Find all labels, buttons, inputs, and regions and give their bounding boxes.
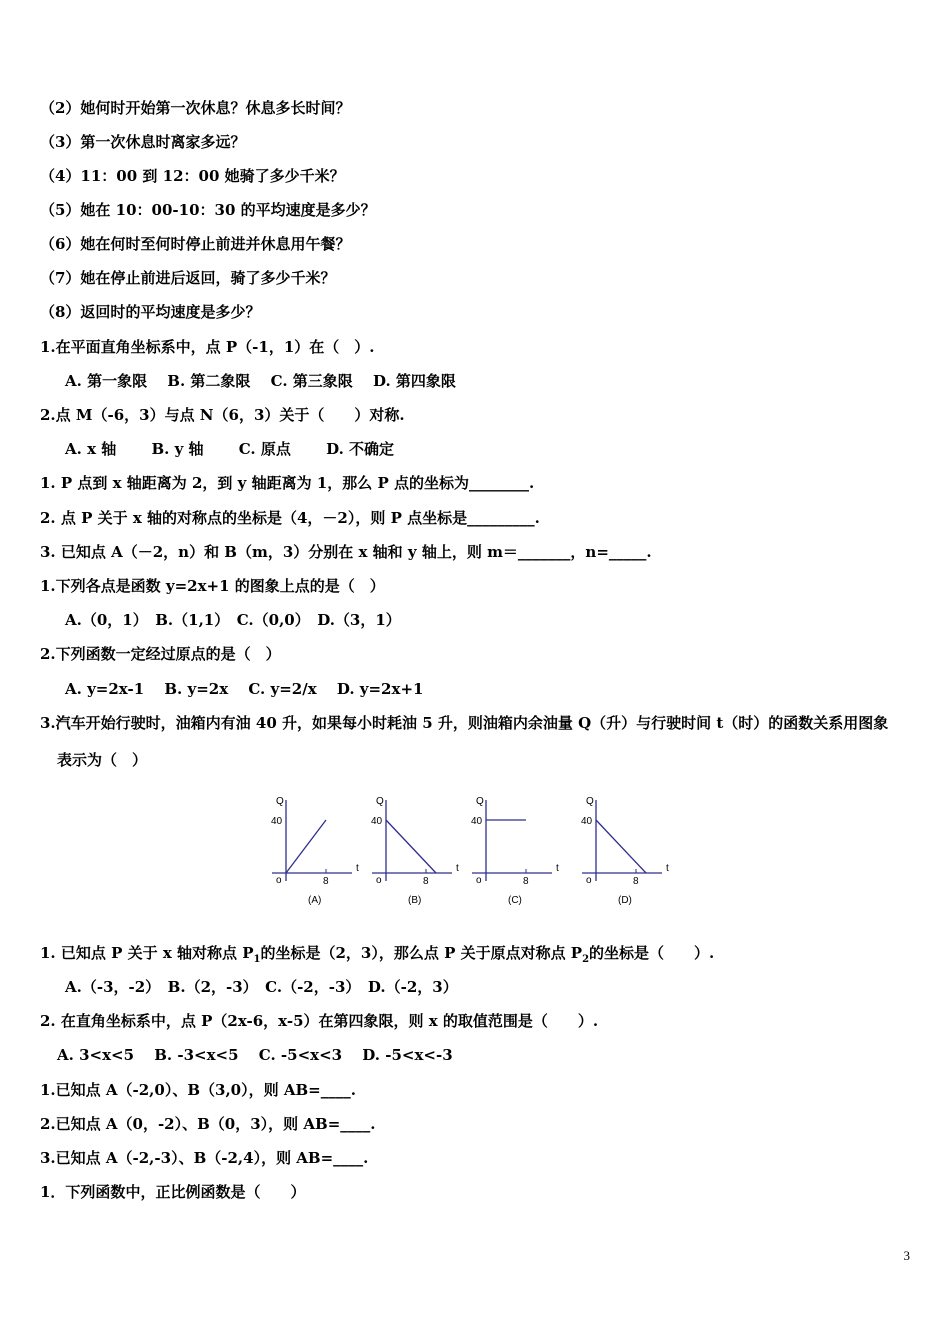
text-line: 2.下列函数一定经过原点的是（ ） xyxy=(40,645,281,663)
x-axis-label: t xyxy=(356,863,359,874)
text-line: 1.下列各点是函数 y=2x+1 的图象上点的是（ ） xyxy=(40,577,385,595)
text-line: A. 第一象限 B. 第二象限 C. 第三象限 D. 第四象限 xyxy=(65,372,456,390)
panel-caption: (A) xyxy=(308,895,322,906)
y-axis-label: Q xyxy=(586,796,594,807)
text-line: 2. 在直角坐标系中，点 P（2x-6，x-5）在第四象限，则 x 的取值范围是（ ）. xyxy=(40,1012,599,1030)
origin-label: o xyxy=(376,875,382,886)
text-line: （5）她在 10：00-10：30 的平均速度是多少？ xyxy=(40,201,376,219)
text-line: 2.已知点 A（0，-2）、B（0，3），则 AB=____. xyxy=(40,1115,376,1133)
text-line: （3）第一次休息时离家多远？ xyxy=(40,133,246,151)
text-line: 2. 点 P 关于 x 轴的对称点的坐标是（4，－2），则 P 点坐标是_________. xyxy=(40,509,540,527)
text-line: 表示为（ ） xyxy=(57,751,148,769)
text-line: 3.已知点 A（-2,-3）、B（-2,4），则 AB=____. xyxy=(40,1149,369,1167)
text-line: 3.汽车开始行驶时，油箱内有油 40 升，如果每小时耗油 5 升，则油箱内余油量 Q（升）与行驶时间 t（时）的函数关系用图象 xyxy=(40,714,889,732)
y-axis-label: Q xyxy=(476,796,484,807)
y-tick-label: 40 xyxy=(471,816,483,827)
panel-caption: (C) xyxy=(508,895,522,906)
x-tick-label: 8 xyxy=(633,876,639,887)
text-line: A.（-3，-2） B.（2，-3） C.（-2，-3） D.（-2，3） xyxy=(65,978,458,996)
text-line: A. x 轴 B. y 轴 C. 原点 D. 不确定 xyxy=(65,440,395,458)
text-line: （2）她何时开始第一次休息？休息多长时间？ xyxy=(40,99,351,117)
graph-line xyxy=(596,820,646,873)
x-axis-label: t xyxy=(456,863,459,874)
text-line: （8）返回时的平均速度是多少？ xyxy=(40,303,261,321)
text-line: （4）11：00 到 12：00 她骑了多少千米？ xyxy=(40,167,345,185)
text-line: 1.在平面直角坐标系中，点 P（-1，1）在（ ）. xyxy=(40,338,375,356)
y-axis-label: Q xyxy=(276,796,284,807)
page-number: 3 xyxy=(903,1248,910,1263)
y-tick-label: 40 xyxy=(581,816,593,827)
y-axis-label: Q xyxy=(376,796,384,807)
text-line: （7）她在停止前进后返回，骑了多少千米？ xyxy=(40,269,336,287)
panel-caption: (D) xyxy=(618,895,632,906)
function-graphs-figure xyxy=(262,788,682,910)
text-line: A. y=2x-1 B. y=2x C. y=2/x D. y=2x+1 xyxy=(65,680,424,698)
origin-label: o xyxy=(276,875,282,886)
x-tick-label: 8 xyxy=(323,876,329,887)
y-tick-label: 40 xyxy=(271,816,283,827)
origin-label: o xyxy=(476,875,482,886)
graph-panels xyxy=(262,788,682,910)
panel-caption: (B) xyxy=(408,895,422,906)
y-tick-label: 40 xyxy=(371,816,383,827)
x-axis-label: t xyxy=(666,863,669,874)
text-line: 3. 已知点 A（－2，n）和 B（m，3）分别在 x 轴和 y 轴上，则 m＝_______，n=_____. xyxy=(40,543,652,561)
graph-line xyxy=(386,820,436,873)
text-line: A.（0，1） B.（1,1） C.（0,0） D.（3，1） xyxy=(65,611,401,629)
text-line: 1. P 点到 x 轴距离为 2，到 y 轴距离为 1，那么 P 点的坐标为________. xyxy=(40,474,535,492)
text-line: （6）她在何时至何时停止前进并休息用午餐？ xyxy=(40,235,351,253)
x-tick-label: 8 xyxy=(523,876,529,887)
x-axis-label: t xyxy=(556,863,559,874)
text-line: 1．下列函数中，正比例函数是（ ） xyxy=(40,1183,306,1201)
text-line: A. 3<x<5 B. -3<x<5 C. -5<x<3 D. -5<x<-3 xyxy=(57,1046,453,1064)
question-symmetric-points: 1. 已知点 P 关于 x 轴对称点 $P_1$的坐标是（2，3），那么点 P 关于原点对称点 $P_2$的坐标是（ ）. xyxy=(40,944,715,965)
x-tick-label: 8 xyxy=(423,876,429,887)
text-line: 2.点 M（-6，3）与点 N（6，3）关于（ ）对称. xyxy=(40,406,405,424)
text-line: 1.已知点 A（-2,0）、B（3,0），则 AB=____. xyxy=(40,1081,356,1099)
graph-line xyxy=(286,820,326,873)
origin-label: o xyxy=(586,875,592,886)
